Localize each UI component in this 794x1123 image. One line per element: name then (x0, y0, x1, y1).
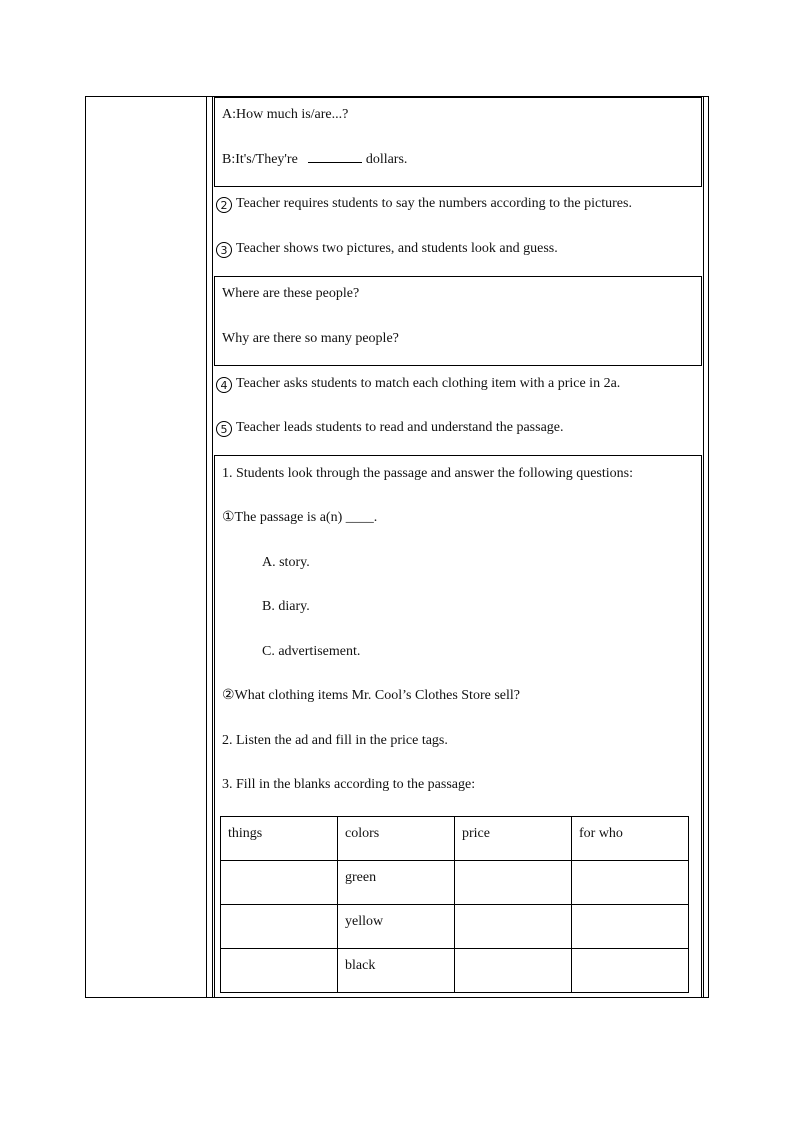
question-2: ②What clothing items Mr. Cool’s Clothes Store sell? (222, 688, 520, 703)
task-3: 3. Fill in the blanks according to the passage: (222, 777, 476, 792)
step-2-text: Teacher requires students to say the numbers according to the pictures. (236, 196, 632, 211)
circled-number-icon: 3 (216, 242, 232, 258)
dialog-line-a: A:How much is/are...? (222, 107, 349, 122)
table-cell (221, 905, 338, 949)
circled-number-icon: 4 (216, 377, 232, 393)
table-header-cell: for who (572, 817, 689, 861)
outer-right-border (708, 96, 709, 998)
dialog-line-b-start: B:It's/They're (222, 152, 298, 167)
question-line-1: Where are these people? (222, 286, 360, 301)
step-2 (216, 195, 632, 213)
step-5 (216, 419, 564, 437)
inner-left-divider (212, 96, 213, 998)
step-3 (216, 240, 558, 258)
task-2: 2. Listen the ad and fill in the price tags. (222, 733, 448, 748)
table-cell (572, 905, 689, 949)
table-cell (221, 949, 338, 993)
table-cell (455, 949, 572, 993)
left-column-divider (206, 96, 207, 998)
table-header-row (221, 817, 689, 861)
circled-number-icon: 2 (216, 197, 232, 213)
table-cell: yellow (338, 905, 455, 949)
table-header-cell: things (221, 817, 338, 861)
outer-left-border (85, 96, 86, 998)
circled-number-icon: 5 (216, 421, 232, 437)
fill-in-table (220, 816, 689, 993)
table-cell (572, 861, 689, 905)
table-header-cell: colors (338, 817, 455, 861)
table-cell: green (338, 861, 455, 905)
table-cell (455, 905, 572, 949)
answer-blank (308, 150, 362, 163)
inner-right-divider (703, 96, 704, 998)
step-4-text: Teacher asks students to match each clothing item with a price in 2a. (236, 376, 621, 391)
table-cell (455, 861, 572, 905)
dialog-line-b-end: dollars. (365, 152, 408, 167)
table-cell (221, 861, 338, 905)
dialog-line-b (222, 150, 407, 169)
step-5-text: Teacher leads students to read and understand the passage. (236, 420, 564, 435)
table-row (221, 905, 689, 949)
step-3-text: Teacher shows two pictures, and students look and guess. (236, 241, 558, 256)
option-b: B. diary. (262, 599, 310, 614)
table-header-cell: price (455, 817, 572, 861)
option-c: C. advertisement. (262, 644, 361, 659)
question-line-2: Why are there so many people? (222, 331, 399, 346)
table-cell (572, 949, 689, 993)
table-row (221, 949, 689, 993)
question-1: ①The passage is a(n) ____. (222, 510, 378, 525)
table-cell: black (338, 949, 455, 993)
task-1: 1. Students look through the passage and answer the following questions: (222, 466, 633, 481)
step-4 (216, 375, 620, 393)
option-a: A. story. (262, 555, 310, 570)
table-row (221, 861, 689, 905)
